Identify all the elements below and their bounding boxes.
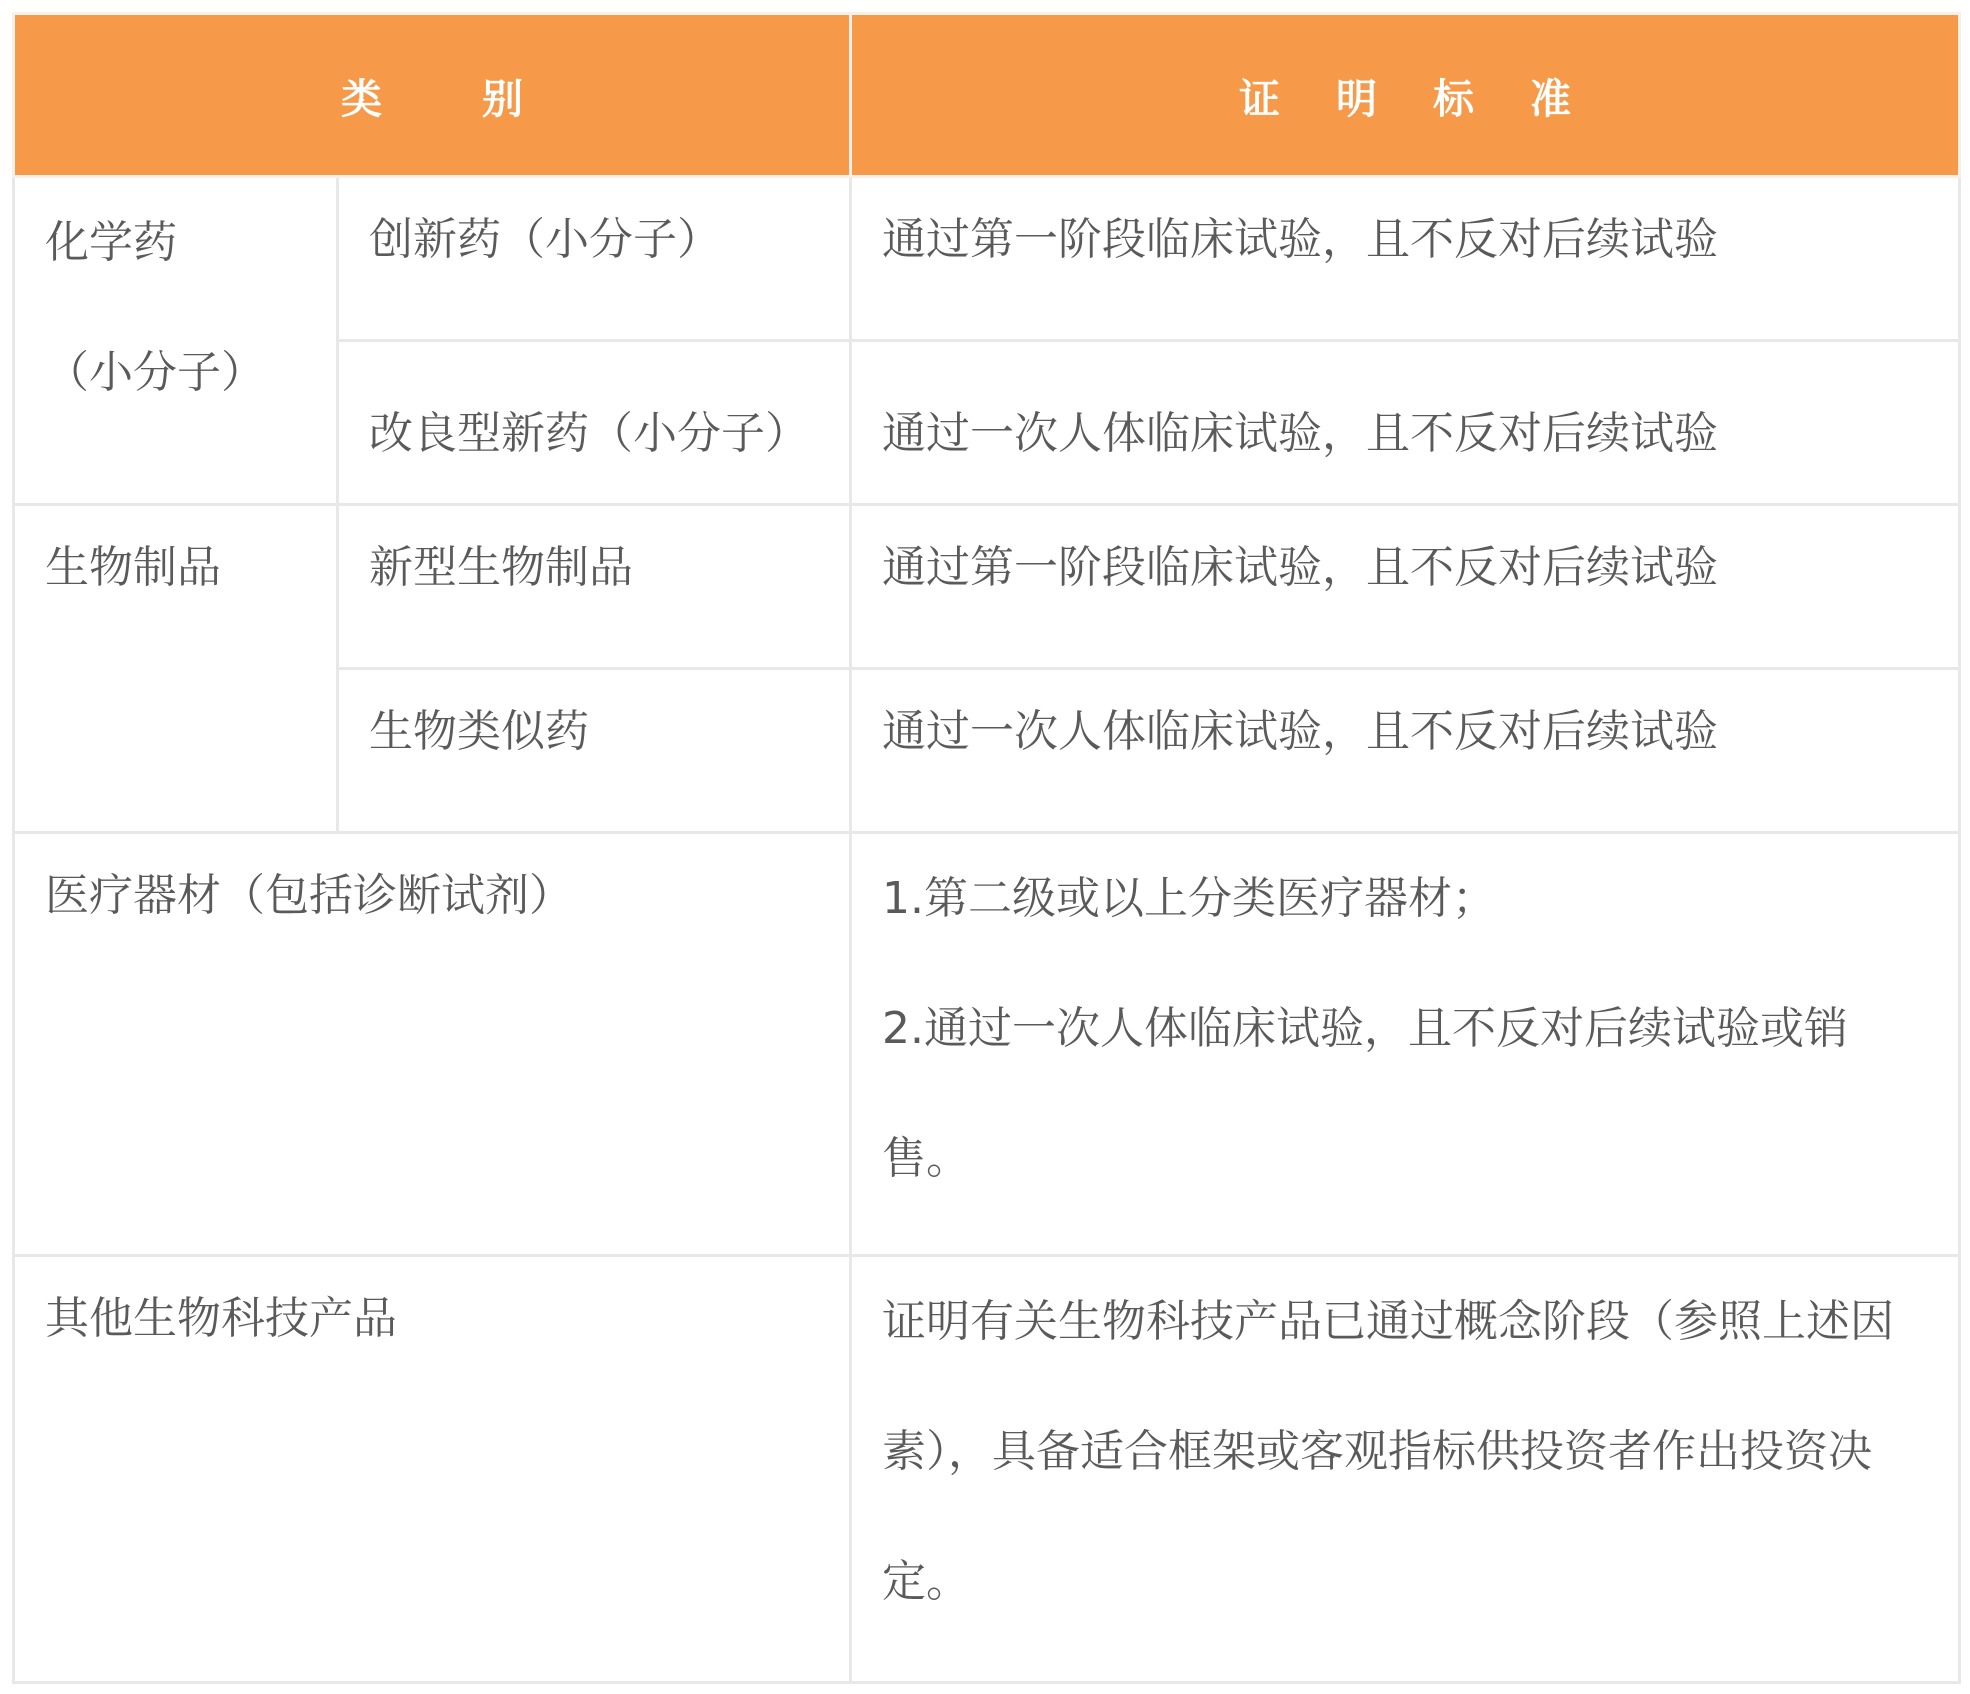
- table-row: [14, 833, 1960, 1256]
- criteria-novel-biologics: 通过第一阶段临床试验，且不反对后续试验: [851, 505, 1960, 669]
- category-medical-devices: 医疗器材（包括诊断试剂）: [14, 833, 851, 1256]
- subcategory-novel-biologics: 新型生物制品: [338, 505, 851, 669]
- category-chemical-drug-line2: （小分子）: [45, 347, 265, 398]
- table-row: [14, 1256, 1960, 1683]
- criteria-medical-devices-line2: 2.通过一次人体临床试验，且不反对后续试验或销售。: [882, 1003, 1848, 1184]
- category-chemical-drug: [14, 177, 338, 505]
- subcategory-improved-drug: 改良型新药（小分子）: [338, 341, 851, 505]
- criteria-table-container: [12, 12, 1961, 1684]
- subcategory-biosimilar: 生物类似药: [338, 669, 851, 833]
- criteria-improved-drug: 通过一次人体临床试验，且不反对后续试验: [851, 341, 1960, 505]
- category-chemical-drug-line1: 化学药: [45, 217, 177, 268]
- criteria-innovative-drug: 通过第一阶段临床试验，且不反对后续试验: [851, 177, 1960, 341]
- category-other-biotech: 其他生物科技产品: [14, 1256, 851, 1683]
- criteria-other-biotech: 证明有关生物科技产品已通过概念阶段（参照上述因素），具备适合框架或客观指标供投资者作出投资决定。: [851, 1256, 1960, 1683]
- subcategory-innovative-drug: 创新药（小分子）: [338, 177, 851, 341]
- criteria-medical-devices-line1: 1.第二级或以上分类医疗器材；: [882, 873, 1496, 924]
- table-row: [14, 505, 1960, 669]
- category-biologics: 生物制品: [14, 505, 338, 833]
- criteria-column-header: 证明标准: [851, 14, 1960, 177]
- criteria-biosimilar: 通过一次人体临床试验，且不反对后续试验: [851, 669, 1960, 833]
- criteria-medical-devices: [851, 833, 1960, 1256]
- category-column-header: 类别: [14, 14, 851, 177]
- table-header-row: [14, 14, 1960, 177]
- table-row: [14, 177, 1960, 341]
- criteria-table: [12, 12, 1961, 1684]
